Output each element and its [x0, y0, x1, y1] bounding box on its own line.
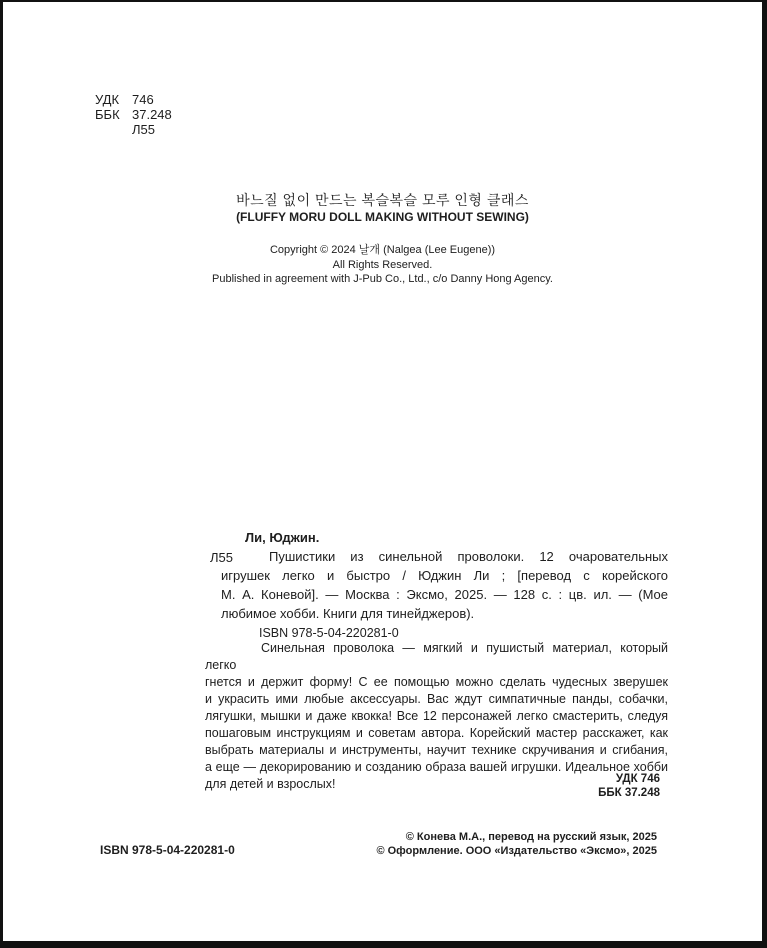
isbn-line: ISBN 978-5-04-220281-0: [259, 626, 399, 640]
annotation-line: для детей и взрослых!: [205, 777, 336, 791]
biblio-line: игрушек легко и быстро / Юджин Ли ; [перевод с корейского: [221, 568, 668, 583]
copyright-line: Copyright © 2024 날개 (Nalgea (Lee Eugene)): [269, 244, 496, 256]
footer-copyright-line: © Конева М.А., перевод на русский язык, 2025: [405, 831, 657, 843]
copyright-line: Published in agreement with J-Pub Co., Ltd., c/o Danny Hong Agency.: [212, 273, 553, 285]
annotation-line: гнется и держит форму! С ее помощью можно сделать чудесных зверушек: [205, 675, 668, 689]
udk-bbk-block: [95, 92, 172, 137]
udk-footer-line: ББК 37.248: [598, 787, 660, 799]
original-title-korean: 바느질 없이 만드는 복슬복슬 모루 인형 클래스: [236, 192, 529, 208]
classification-row: [95, 92, 172, 107]
biblio-line: М. А. Коневой]. — Москва : Эксмо, 2025. — 128 с. : цв. ил. — (Мое: [221, 587, 668, 602]
copyright-line: All Rights Reserved.: [332, 258, 433, 271]
classification-value: 37.248: [132, 107, 172, 122]
biblio-code: Л55: [210, 550, 233, 565]
classification-value: Л55: [132, 122, 155, 137]
annotation-line: лягушки, мышки и даже квокка! Все 12 персонажей легко смастерить, следуя: [205, 709, 668, 723]
biblio-line: любимое хобби. Книги для тинейджеров).: [221, 606, 475, 621]
footer-copyright-block: [376, 831, 657, 858]
annotation-line: Синельная проволока — мягкий и пушистый материал, который легко: [205, 641, 668, 672]
annotation-line: и украсить ими любые аксессуары. Вас ждут симпатичные панды, собачки,: [205, 692, 668, 706]
classification-row: [95, 107, 172, 122]
udk-bbk-footer: [598, 772, 660, 800]
biblio-line: Пушистики из синельной проволоки. 12 очаровательных: [269, 549, 668, 564]
original-title-block: [3, 191, 762, 225]
classification-label: ББК: [95, 107, 120, 122]
annotation-line: пошаговым инструкциям и советам автора. Корейский мастер расскажет, как: [205, 726, 668, 740]
annotation-paragraph: [205, 640, 668, 793]
footer-isbn: ISBN 978-5-04-220281-0: [100, 843, 235, 857]
imprint-page: [3, 2, 762, 941]
udk-footer-line: УДК 746: [615, 773, 660, 785]
biblio-description: [221, 547, 668, 623]
copyright-block: [3, 243, 762, 287]
bibliographic-entry: [210, 528, 668, 643]
footer-copyright-line: © Оформление. ООО «Издательство «Эксмо», 2025: [376, 844, 657, 857]
annotation-line: а еще — декорированию и созданию образа вашей игрушки. Идеальное хобби: [205, 760, 668, 774]
classification-row: [95, 122, 172, 137]
author-heading: Ли, Юджин.: [245, 530, 320, 545]
original-title-english: (FLUFFY MORU DOLL MAKING WITHOUT SEWING): [236, 210, 529, 224]
classification-label: УДК: [95, 92, 120, 107]
annotation-line: выбрать материалы и инструменты, научит технике скручивания и сгибания,: [205, 743, 668, 757]
classification-value: 746: [132, 92, 154, 107]
